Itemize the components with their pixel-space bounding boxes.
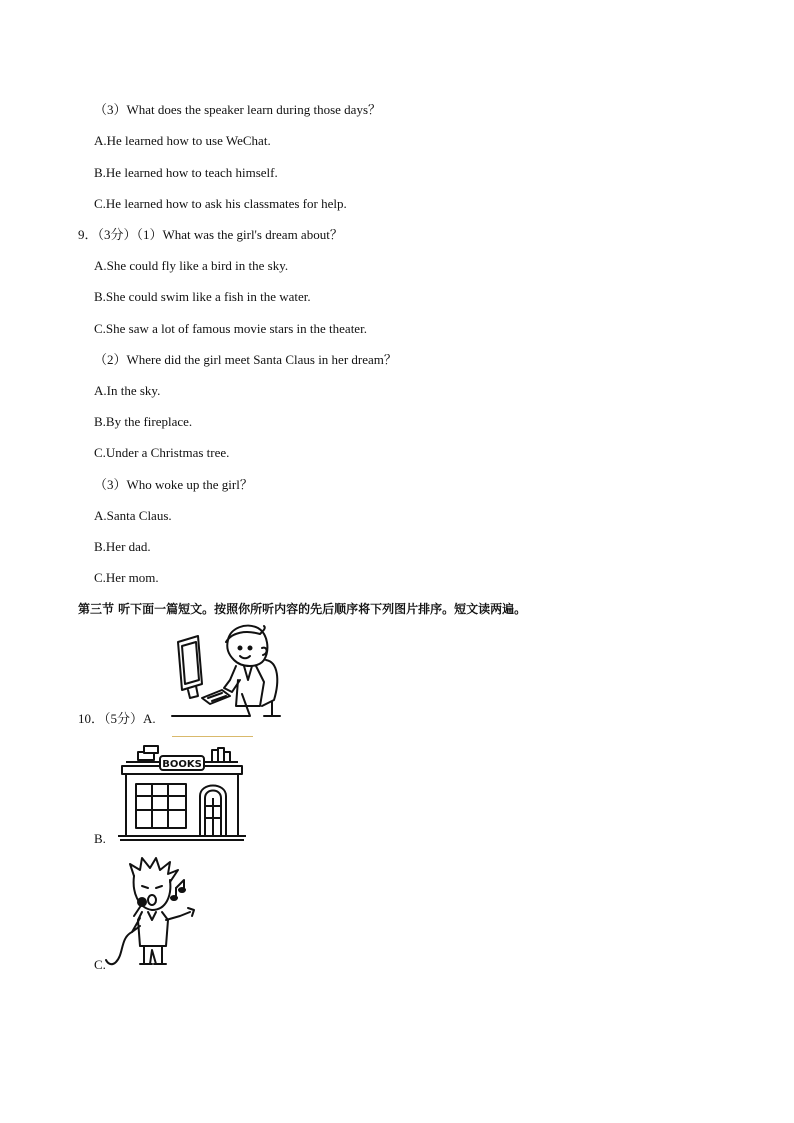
divider: [172, 736, 253, 737]
q8-sub3-prompt: （3）What does the speaker learn during those days？: [94, 102, 382, 117]
q8-sub3-option-c: C.He learned how to ask his classmates for help.: [94, 196, 347, 211]
q8-sub3-option-a: A.He learned how to use WeChat.: [94, 133, 271, 148]
bookstore-picture: [116, 744, 248, 844]
q8-sub3-option-b: B.He learned how to teach himself.: [94, 165, 278, 180]
singer-picture: [104, 856, 200, 970]
section3-title: 第三节 听下面一篇短文。按照你所听内容的先后顺序将下列图片排序。短文读两遍。: [78, 602, 527, 616]
q9-sub3-option-c: C.Her mom.: [94, 570, 159, 585]
bookstore-sign: BOOKS: [162, 759, 202, 770]
q9-sub1-option-c: C.She saw a lot of famous movie stars in the theater.: [94, 321, 367, 336]
q9-sub2-option-c: C.Under a Christmas tree.: [94, 445, 230, 460]
q9-header: 9．（3分）（1）What was the girl's dream about？: [78, 227, 343, 242]
boy-at-computer-picture: [168, 620, 284, 720]
q10-header: 10．（5分）A.: [78, 711, 156, 726]
q9-sub2-option-a: A.In the sky.: [94, 383, 161, 398]
q9-sub2-prompt: （2）Where did the girl meet Santa Claus in her dream？: [94, 352, 397, 367]
q9-sub3-option-b: B.Her dad.: [94, 539, 151, 554]
q9-sub1-option-a: A.She could fly like a bird in the sky.: [94, 258, 289, 273]
q9-sub3-prompt: （3）Who woke up the girl？: [94, 477, 253, 492]
q9-sub2-option-b: B.By the fireplace.: [94, 414, 193, 429]
q9-sub1-option-b: B.She could swim like a fish in the water.: [94, 289, 311, 304]
q9-sub3-option-a: A.Santa Claus.: [94, 508, 172, 523]
q10-option-c: C.: [94, 957, 106, 972]
q10-option-b: B.: [94, 831, 106, 846]
